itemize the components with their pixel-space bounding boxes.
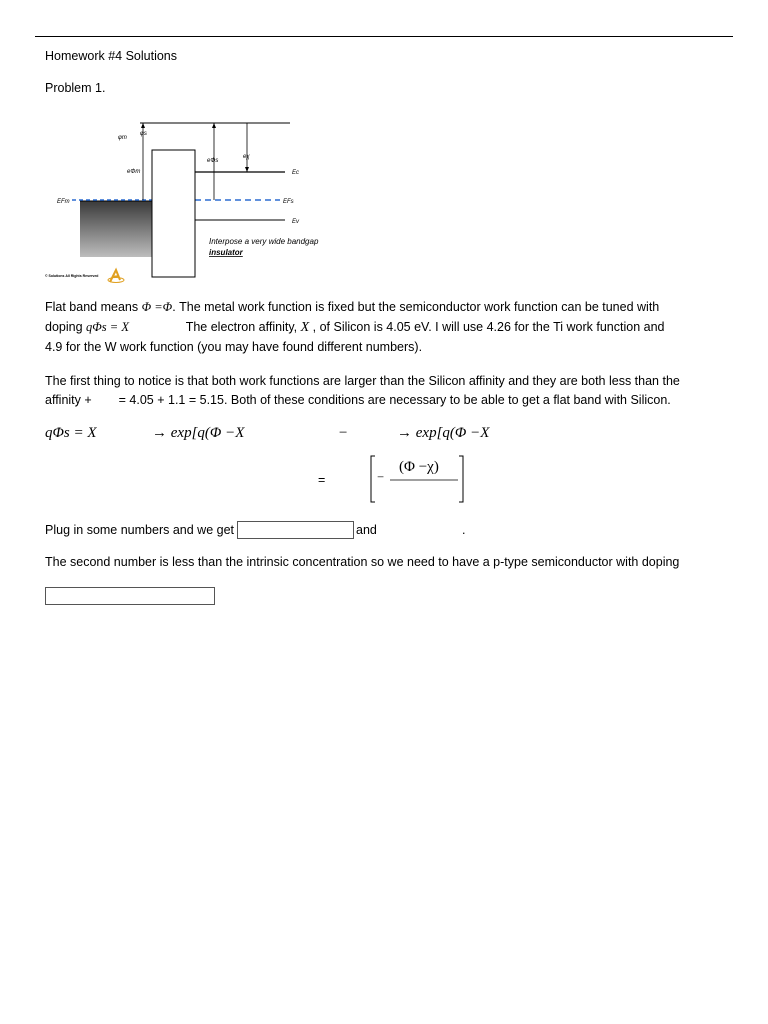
metal-block xyxy=(80,201,152,257)
equation-2-equals: = xyxy=(318,473,326,487)
para2-line1: The first thing to notice is that both work functions are larger than the Silicon affinity and they are both less than the xyxy=(45,374,680,388)
para4-text: The second number is less than the intrinsic concentration so we need to have a p-type semiconductor with doping xyxy=(45,555,680,569)
flat-band-condition: Φ =Φ xyxy=(141,300,173,314)
answer-box-1 xyxy=(237,521,354,539)
efm-label: EFm xyxy=(57,199,70,205)
para1-line2-c: , of Silicon is 4.05 eV. I will use 4.26 for the Ti work function and xyxy=(312,320,665,334)
equation-1c: − xyxy=(338,425,349,441)
chi-symbol: X xyxy=(300,320,310,335)
equation-1a: qΦs = X xyxy=(45,425,97,441)
para2-line2-b: = 4.05 + 1.1 = 5.15. Both of these conditions are necessary to be able to get a flat band with Silicon. xyxy=(118,393,671,407)
phi-m-label: φm xyxy=(118,135,127,141)
e-phi-m-label: eΦm xyxy=(127,169,141,175)
para3-text3: . xyxy=(462,523,466,537)
ec-label: Ec xyxy=(292,170,300,176)
publisher-logo-icon xyxy=(108,270,124,283)
ev-label: Ev xyxy=(292,219,300,225)
para3-text2: and xyxy=(356,523,377,537)
band-diagram-figure xyxy=(40,110,340,290)
copyright-text: © Solutions All Rights Reserved xyxy=(45,274,99,278)
equation-1b: → exp[q(Φ −X xyxy=(152,425,245,441)
phi-s-label: φs xyxy=(140,131,147,137)
equation-2-numerator: (Φ −χ) xyxy=(399,459,439,475)
problem-label: Problem 1. xyxy=(45,81,106,95)
para2-line2 xyxy=(45,390,671,410)
efs-label: EFs xyxy=(283,199,294,205)
para1-line1-a: Flat band means xyxy=(45,300,139,314)
para2-line2-a: affinity + xyxy=(45,393,92,407)
caption-line2: insulator xyxy=(209,248,243,257)
insulator-block xyxy=(152,150,195,277)
para1-line2 xyxy=(45,317,664,338)
caption-line1: Interpose a very wide bandgap xyxy=(209,237,319,246)
para1-line2-b: The electron affinity, xyxy=(185,320,298,334)
equation-1d: → exp[q(Φ −X xyxy=(397,425,490,441)
e-chi-label: eχ xyxy=(243,154,250,160)
para1-line1 xyxy=(45,297,659,317)
header-rule xyxy=(35,36,733,37)
para1-line2-a: doping xyxy=(45,320,83,334)
page-title: Homework #4 Solutions xyxy=(45,49,178,63)
para3-text1: Plug in some numbers and we get xyxy=(45,523,234,537)
work-function-equation: qΦs = X xyxy=(86,320,129,334)
answer-box-2 xyxy=(45,587,215,605)
para1-line1-b: . The metal work function is fixed but the semiconductor work function can be tuned with xyxy=(172,300,660,314)
para1-line3: 4.9 for the W work function (you may have found different numbers). xyxy=(45,340,423,354)
equation-2-minus: − xyxy=(377,470,385,484)
e-phi-s-label: eΦs xyxy=(207,158,219,164)
